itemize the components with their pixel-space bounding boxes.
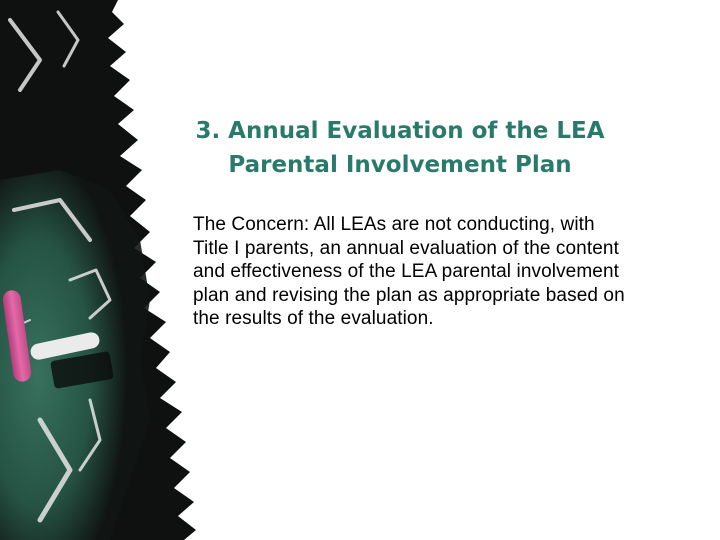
slide-title-line-1: 3. Annual Evaluation of the LEA: [195, 118, 605, 144]
slide-title-line-2: Parental Involvement Plan: [228, 152, 572, 178]
slide-title: [160, 114, 640, 182]
slide-body-text: The Concern: All LEAs are not conducting, with Title I parents, an annual evaluation of the content and effectiveness of the LEA parental involvement plan and revising the plan as appropriate based on the results of the evaluation.: [193, 214, 625, 329]
